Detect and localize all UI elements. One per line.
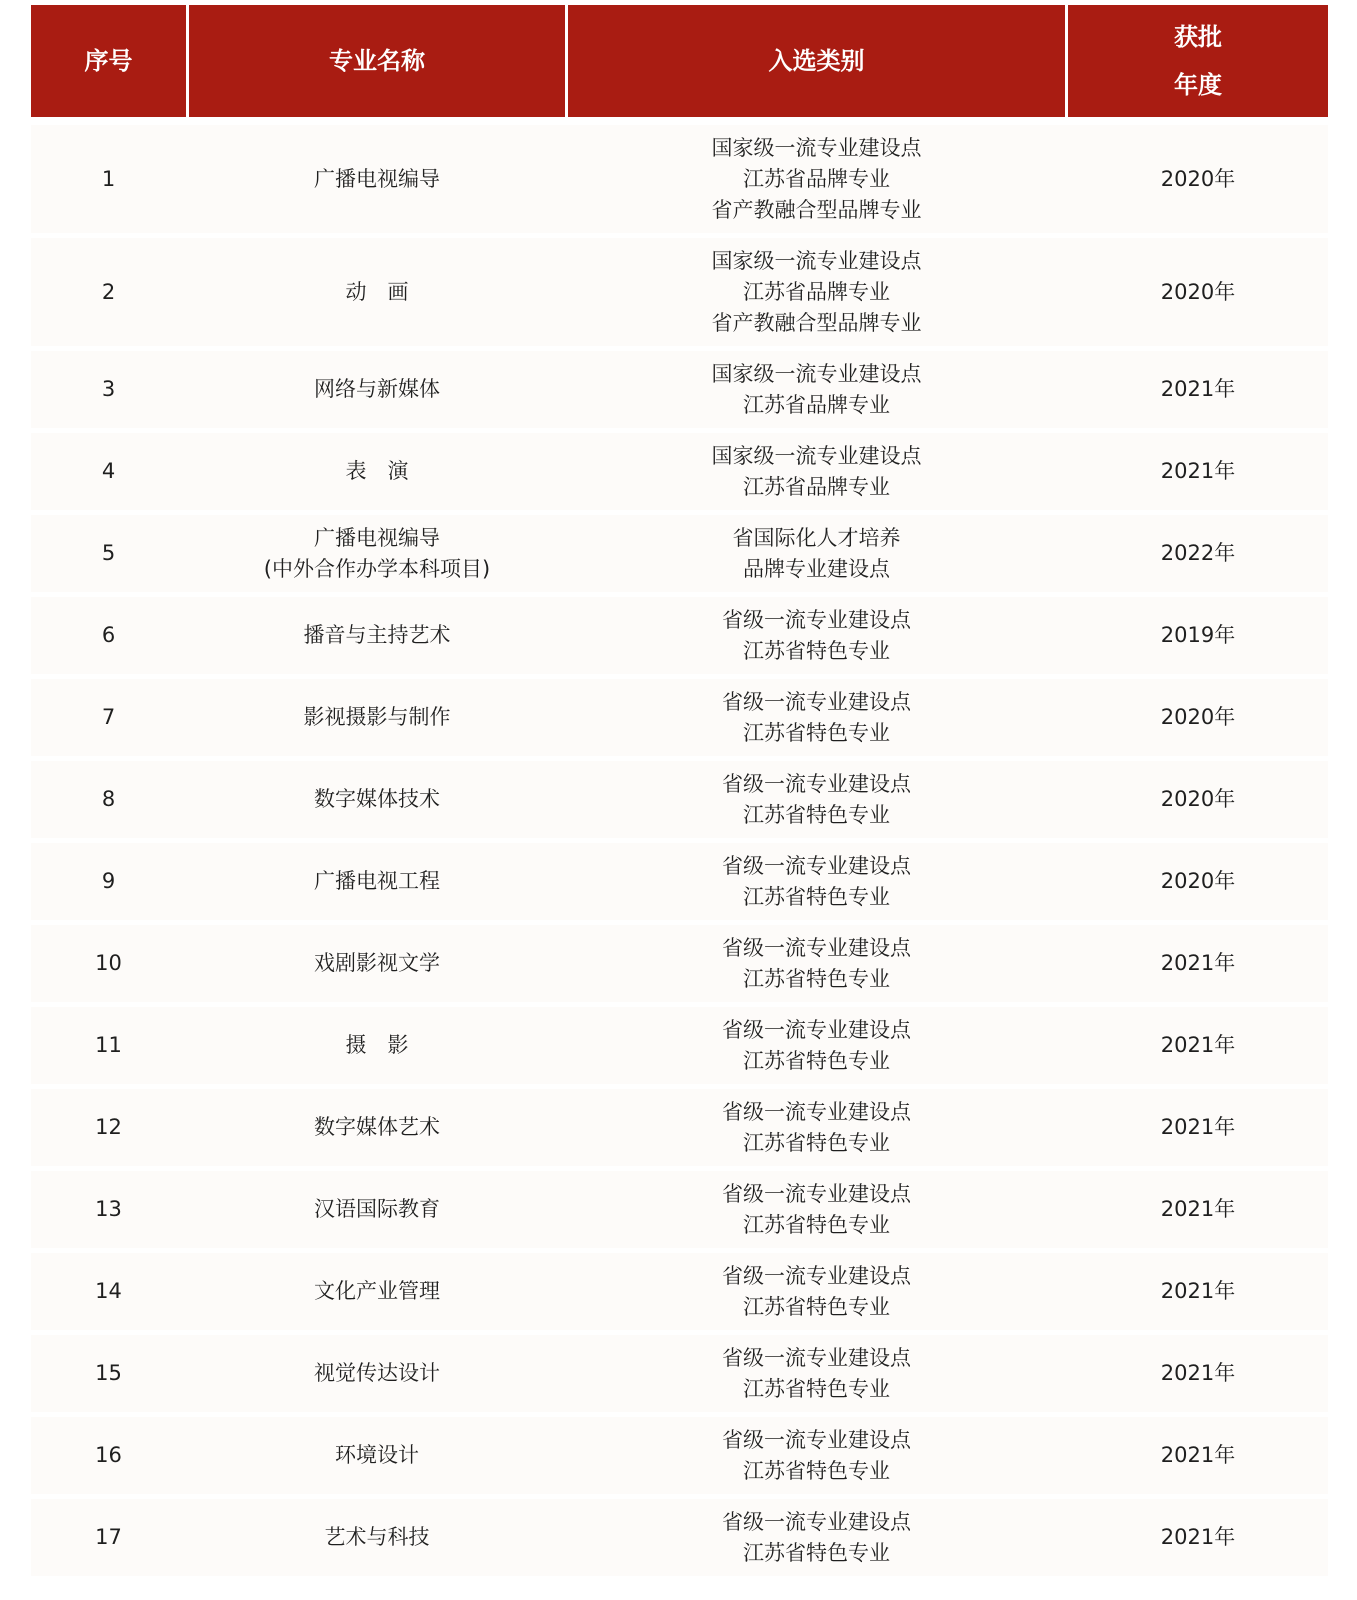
cell-category-line: 江苏省特色专业 <box>743 720 890 745</box>
cell-category-line: 省级一流专业建设点 <box>722 1181 911 1206</box>
header-index <box>31 5 186 117</box>
cell-index <box>31 515 186 592</box>
cell-category <box>568 1253 1065 1330</box>
cell-index <box>31 843 186 920</box>
cell-index <box>31 925 186 1002</box>
table-row <box>31 238 1328 346</box>
table-row <box>31 679 1328 756</box>
cell-index <box>31 597 186 674</box>
cell-category-line: 省国际化人才培养 <box>732 525 901 550</box>
cell-major-line: 戏剧影视文学 <box>314 951 440 975</box>
cell-category-line: 省级一流专业建设点 <box>722 1509 911 1534</box>
cell-year-text: 2020年 <box>1160 705 1236 729</box>
table-row <box>31 761 1328 838</box>
cell-category-line: 省级一流专业建设点 <box>722 1263 911 1288</box>
cell-category <box>568 515 1065 592</box>
cell-major <box>189 925 565 1002</box>
cell-major-line: 播音与主持艺术 <box>303 623 451 647</box>
cell-year <box>1068 1417 1328 1494</box>
cell-category-line: 江苏省特色专业 <box>743 884 890 909</box>
cell-category <box>568 125 1065 233</box>
cell-major <box>189 238 565 346</box>
cell-category-line: 江苏省特色专业 <box>743 1130 890 1155</box>
table-row <box>31 925 1328 1002</box>
cell-year <box>1068 351 1328 428</box>
cell-major-line: 视觉传达设计 <box>314 1361 440 1385</box>
table-row <box>31 1007 1328 1084</box>
cell-index <box>31 351 186 428</box>
cell-category-line: 江苏省特色专业 <box>743 1458 890 1483</box>
cell-year-text: 2021年 <box>1160 459 1236 483</box>
table-body <box>31 125 1328 1576</box>
header-category <box>568 5 1065 117</box>
cell-category-line: 省级一流专业建设点 <box>722 607 911 632</box>
cell-index <box>31 761 186 838</box>
cell-major-line: (中外合作办学本科项目) <box>263 556 491 581</box>
cell-category <box>568 679 1065 756</box>
cell-year-text: 2021年 <box>1160 377 1236 401</box>
cell-year-text: 2021年 <box>1160 1279 1236 1303</box>
cell-category-line: 省级一流专业建设点 <box>722 935 911 960</box>
cell-category-line: 江苏省特色专业 <box>743 1540 890 1565</box>
cell-category-line: 江苏省特色专业 <box>743 966 890 991</box>
cell-major-line: 文化产业管理 <box>314 1279 440 1303</box>
cell-index-text: 17 <box>95 1525 122 1549</box>
cell-major <box>189 1007 565 1084</box>
cell-index-text: 1 <box>101 166 116 191</box>
cell-index <box>31 679 186 756</box>
cell-year-text: 2019年 <box>1160 623 1236 647</box>
cell-index-text: 4 <box>101 459 116 483</box>
cell-major <box>189 515 565 592</box>
cell-index-text: 12 <box>95 1115 122 1139</box>
cell-year-text: 2020年 <box>1160 869 1236 893</box>
cell-category <box>568 1417 1065 1494</box>
cell-category-line: 省级一流专业建设点 <box>722 1017 911 1042</box>
cell-year <box>1068 1089 1328 1166</box>
cell-index <box>31 1007 186 1084</box>
cell-index <box>31 1089 186 1166</box>
cell-year <box>1068 1007 1328 1084</box>
cell-major-line: 网络与新媒体 <box>314 377 440 401</box>
cell-year-text: 2020年 <box>1160 166 1236 191</box>
cell-year-text: 2021年 <box>1160 1525 1236 1549</box>
cell-year-text: 2021年 <box>1160 1197 1236 1221</box>
cell-category-line: 江苏省特色专业 <box>743 638 890 663</box>
cell-major-line: 广播电视编导 <box>314 525 440 550</box>
cell-category-line: 省级一流专业建设点 <box>722 1427 911 1452</box>
cell-year <box>1068 597 1328 674</box>
table-row <box>31 1417 1328 1494</box>
cell-year <box>1068 1253 1328 1330</box>
cell-major <box>189 1417 565 1494</box>
table-row <box>31 351 1328 428</box>
header-major <box>189 5 565 117</box>
cell-index-text: 6 <box>101 623 116 647</box>
table-row <box>31 1499 1328 1576</box>
header-year-label-line1: 获批 <box>1174 23 1222 51</box>
cell-major <box>189 761 565 838</box>
cell-index <box>31 1417 186 1494</box>
cell-index-text: 3 <box>101 377 116 401</box>
cell-index-text: 15 <box>95 1361 122 1385</box>
cell-category-line: 江苏省特色专业 <box>743 1212 890 1237</box>
cell-year <box>1068 925 1328 1002</box>
cell-year-text: 2021年 <box>1160 1361 1236 1385</box>
cell-major <box>189 1335 565 1412</box>
cell-major <box>189 679 565 756</box>
cell-category-line: 省级一流专业建设点 <box>722 1345 911 1370</box>
cell-major-line: 动 画 <box>345 279 409 304</box>
cell-index-text: 16 <box>95 1443 122 1467</box>
cell-index-text: 14 <box>95 1279 122 1303</box>
cell-year <box>1068 433 1328 510</box>
cell-year <box>1068 1499 1328 1576</box>
table-row <box>31 1253 1328 1330</box>
cell-major-line: 广播电视编导 <box>314 166 440 191</box>
cell-major-line: 环境设计 <box>335 1443 419 1467</box>
cell-category-line: 省级一流专业建设点 <box>722 1099 911 1124</box>
majors-table <box>31 5 1328 1576</box>
cell-category-line: 省级一流专业建设点 <box>722 689 911 714</box>
cell-category <box>568 1089 1065 1166</box>
table-row <box>31 515 1328 592</box>
cell-major-line: 汉语国际教育 <box>314 1197 440 1221</box>
cell-year <box>1068 238 1328 346</box>
cell-year <box>1068 125 1328 233</box>
cell-major-line: 艺术与科技 <box>324 1525 430 1549</box>
cell-year-text: 2021年 <box>1160 951 1236 975</box>
cell-major-line: 数字媒体艺术 <box>314 1115 440 1139</box>
cell-major <box>189 1253 565 1330</box>
table-row <box>31 597 1328 674</box>
cell-major-line: 数字媒体技术 <box>314 787 440 811</box>
cell-major <box>189 843 565 920</box>
cell-category-line: 国家级一流专业建设点 <box>711 361 922 386</box>
cell-major-line: 表 演 <box>345 459 409 483</box>
header-category-label: 入选类别 <box>768 47 865 75</box>
cell-category-line: 国家级一流专业建设点 <box>711 248 922 273</box>
table-row <box>31 1335 1328 1412</box>
cell-category-line: 省产教融合型品牌专业 <box>711 310 922 335</box>
cell-year-text: 2022年 <box>1160 541 1236 565</box>
table-row <box>31 125 1328 233</box>
cell-major <box>189 1171 565 1248</box>
cell-year-text: 2020年 <box>1160 279 1236 304</box>
cell-category <box>568 761 1065 838</box>
cell-category-line: 省级一流专业建设点 <box>722 771 911 796</box>
cell-major <box>189 433 565 510</box>
table-row <box>31 1171 1328 1248</box>
cell-year <box>1068 515 1328 592</box>
header-year <box>1068 5 1328 117</box>
header-year-label-line2: 年度 <box>1174 71 1222 99</box>
cell-category <box>568 1335 1065 1412</box>
cell-category-line: 江苏省品牌专业 <box>743 392 890 417</box>
cell-category <box>568 1007 1065 1084</box>
header-index-label: 序号 <box>84 47 133 75</box>
cell-year-text: 2021年 <box>1160 1115 1236 1139</box>
table-header <box>31 5 1328 120</box>
cell-category-line: 国家级一流专业建设点 <box>711 443 922 468</box>
cell-index <box>31 433 186 510</box>
cell-category-line: 江苏省品牌专业 <box>743 474 890 499</box>
cell-index <box>31 1499 186 1576</box>
header-major-label: 专业名称 <box>329 47 425 75</box>
cell-year <box>1068 679 1328 756</box>
cell-category <box>568 351 1065 428</box>
cell-major-line: 广播电视工程 <box>314 869 440 893</box>
cell-index <box>31 1253 186 1330</box>
cell-category-line: 江苏省特色专业 <box>743 802 890 827</box>
cell-index-text: 9 <box>101 869 116 893</box>
cell-category <box>568 1499 1065 1576</box>
cell-category-line: 江苏省特色专业 <box>743 1294 890 1319</box>
cell-year <box>1068 1171 1328 1248</box>
cell-index-text: 7 <box>101 705 116 729</box>
cell-index <box>31 125 186 233</box>
table-row <box>31 433 1328 510</box>
cell-category-line: 江苏省特色专业 <box>743 1048 890 1073</box>
cell-year-text: 2021年 <box>1160 1443 1236 1467</box>
cell-category-line: 江苏省品牌专业 <box>743 279 890 304</box>
cell-index-text: 11 <box>95 1033 122 1057</box>
cell-index <box>31 1335 186 1412</box>
cell-year-text: 2020年 <box>1160 787 1236 811</box>
cell-category <box>568 433 1065 510</box>
cell-category-line: 国家级一流专业建设点 <box>711 135 922 160</box>
cell-year-text: 2021年 <box>1160 1033 1236 1057</box>
cell-index <box>31 1171 186 1248</box>
cell-major <box>189 351 565 428</box>
cell-index <box>31 238 186 346</box>
cell-year <box>1068 1335 1328 1412</box>
cell-category-line: 江苏省品牌专业 <box>743 166 890 191</box>
cell-major <box>189 1499 565 1576</box>
cell-index-text: 13 <box>95 1197 122 1221</box>
cell-index-text: 2 <box>101 279 116 304</box>
cell-major-line: 影视摄影与制作 <box>303 705 451 729</box>
table-row <box>31 1089 1328 1166</box>
cell-major <box>189 597 565 674</box>
cell-category <box>568 238 1065 346</box>
cell-category-line: 省产教融合型品牌专业 <box>711 197 922 222</box>
cell-category <box>568 925 1065 1002</box>
cell-major <box>189 125 565 233</box>
cell-index-text: 5 <box>101 541 116 565</box>
cell-category <box>568 1171 1065 1248</box>
cell-index-text: 8 <box>101 787 116 811</box>
table-row <box>31 843 1328 920</box>
cell-major <box>189 1089 565 1166</box>
cell-major-line: 摄 影 <box>345 1033 409 1057</box>
cell-category-line: 省级一流专业建设点 <box>722 853 911 878</box>
cell-index-text: 10 <box>95 951 122 975</box>
cell-category <box>568 843 1065 920</box>
cell-year <box>1068 761 1328 838</box>
cell-category <box>568 597 1065 674</box>
cell-category-line: 江苏省特色专业 <box>743 1376 890 1401</box>
cell-category-line: 品牌专业建设点 <box>743 556 890 581</box>
cell-year <box>1068 843 1328 920</box>
